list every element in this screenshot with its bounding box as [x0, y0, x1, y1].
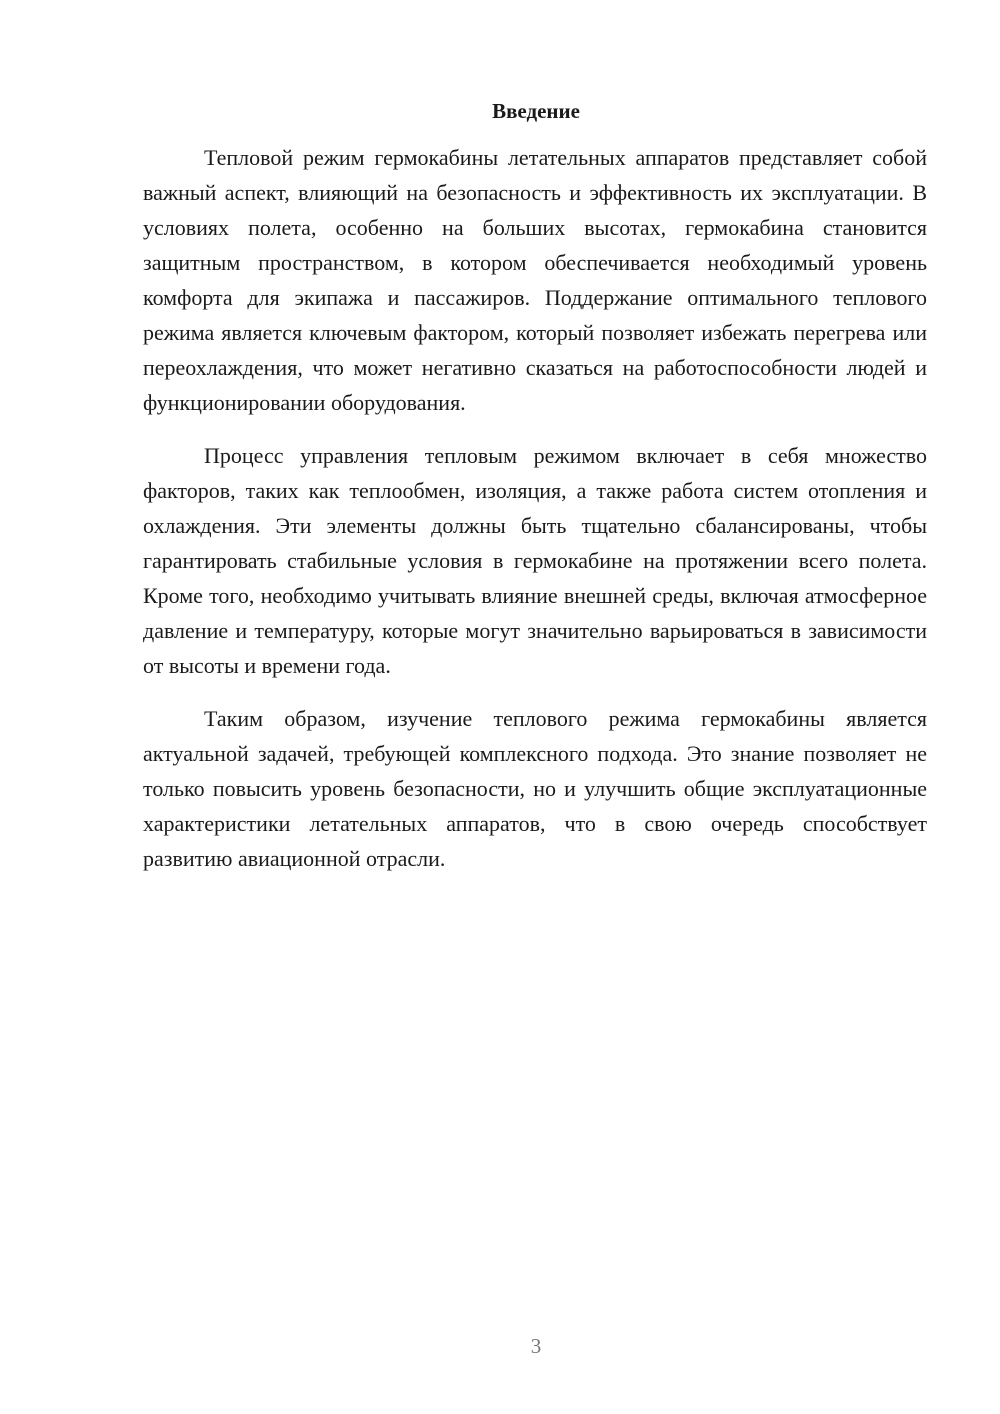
page-content — [143, 96, 927, 894]
paragraph-3: Таким образом, изучение теплового режима гермокабины является актуальной задачей, требующей комплексного подхода. Это знание позволяет не только повысить уровень безопасности, но и улучшить общие эксплуатационные характеристики летательных аппаратов, что в свою очередь способствует развитию авиационной отрасли. — [143, 706, 927, 871]
page-number: 3 — [530, 1334, 542, 1358]
paragraph-2: Процесс управления тепловым режимом включает в себя множество факторов, таких как теплообмен, изоляция, а также работа систем отопления и охлаждения. Эти элементы должны быть тщательно сбалансированы, чтобы гарантировать стабильные условия в гермокабине на протяжении всего полета. Кроме того, необходимо учитывать влияние внешней среды, включая атмосферное давление и температуру, которые могут значительно варьироваться в зависимости от высоты и времени года. — [143, 443, 927, 678]
section-title: Введение — [492, 99, 580, 123]
paragraph-1: Тепловой режим гермокабины летательных аппаратов представляет собой важный аспект, влияющий на безопасность и эффективность их эксплуатации. В условиях полета, особенно на больших высотах, гермокабина становится защитным пространством, в котором обеспечивается необходимый уровень комфорта для экипажа и пассажиров. Поддержание оптимального теплового режима является ключевым фактором, который позволяет избежать перегрева или переохлаждения, что может негативно сказаться на работоспособности людей и функционировании оборудования. — [143, 145, 927, 415]
